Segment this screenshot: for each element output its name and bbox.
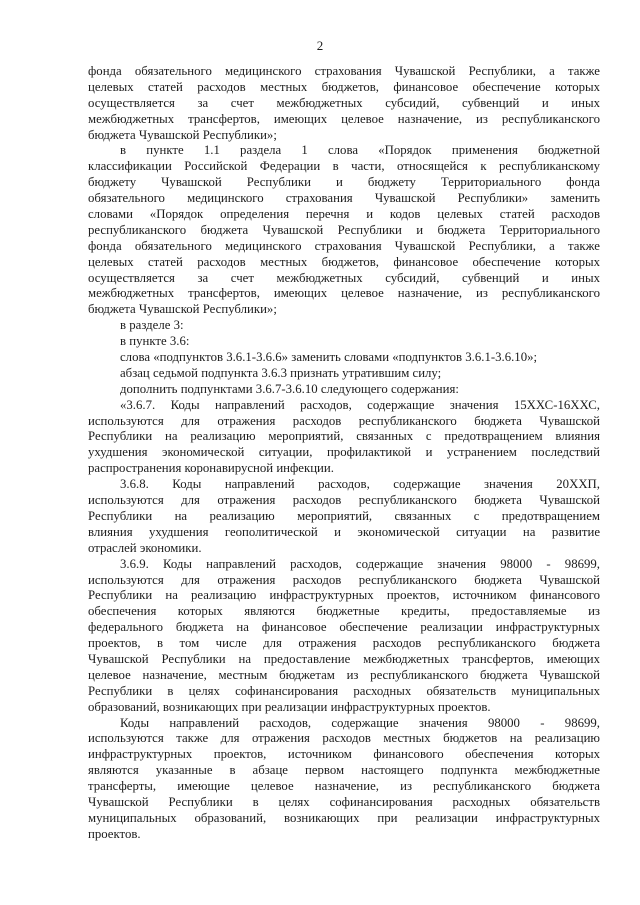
- text-line: являются указанные в абзаце первом настоящего подпункта межбюджетные: [88, 763, 600, 778]
- page-number: 2: [316, 38, 324, 53]
- text-line: классификации Российской Федерации в части, относящейся к республиканскому: [88, 159, 600, 174]
- text-line: Республики на реализацию мероприятий, связанных с предотвращением влияния: [88, 429, 600, 444]
- text-line: используются для отражения расходов республиканского бюджета Чувашской: [88, 413, 600, 428]
- text-line: бюджету Чувашской Республики и бюджету Территориального фонда: [88, 175, 600, 190]
- text-line: целевых статей расходов местных бюджетов, финансовое обеспечение которых: [88, 254, 600, 269]
- text-line: целевых статей расходов местных бюджетов, финансовое обеспечение которых: [88, 79, 600, 94]
- text-line: используются для отражения расходов республиканского бюджета Чувашской: [88, 493, 600, 508]
- text-line: в пункте 1.1 раздела 1 слова «Порядок применения бюджетной: [120, 143, 600, 158]
- text-line: Коды направлений расходов, содержащие значения 98000 - 98699,: [120, 715, 600, 730]
- text-line: «3.6.7. Коды направлений расходов, содержащие значения 15ХХС-16ХХС,: [120, 397, 600, 412]
- text-line: межбюджетных трансфертов, имеющих целевое назначение, из республиканского: [88, 111, 600, 126]
- text-line: проектов.: [88, 826, 141, 841]
- text-line: абзац седьмой подпункта 3.6.3 признать утратившим силу;: [120, 365, 442, 380]
- text-line: используются для отражения расходов республиканского бюджета Чувашской: [88, 572, 600, 587]
- text-line: проектов, в том числе для отражения расходов республиканского бюджета: [88, 636, 600, 651]
- text-line: трансферты, имеющие целевое назначение, из республиканского бюджета: [88, 779, 600, 794]
- text-line: фонда обязательного медицинского страхования Чувашской Республики, а также: [88, 238, 600, 253]
- text-line: образований, возникающих при реализации инфраструктурных проектов.: [88, 699, 491, 714]
- text-line: в разделе 3:: [120, 318, 184, 333]
- text-line: отраслей экономики.: [88, 540, 202, 555]
- text-line: инфраструктурных проектов, источником финансового обеспечения которых: [88, 747, 600, 762]
- text-line: муниципальных образований, возникающих при реализации инфраструктурных: [88, 810, 600, 825]
- text-line: используются также для отражения расходов местных бюджетов на реализацию: [88, 731, 600, 746]
- text-line: Чувашской Республики на предоставление межбюджетных трансфертов, имеющих: [88, 651, 600, 666]
- text-line: влияния ухудшения геополитической и экономической ситуации на развитие: [88, 524, 600, 539]
- text-line: осуществляется за счет межбюджетных субсидий, субвенций и иных: [88, 270, 600, 285]
- text-line: дополнить подпунктами 3.6.7-3.6.10 следующего содержания:: [120, 381, 459, 396]
- text-line: ухудшения экономической ситуации, профилактикой и устранением последствий: [88, 445, 600, 460]
- text-line: в пункте 3.6:: [120, 334, 190, 349]
- document-body: [88, 64, 600, 843]
- text-line: федерального бюджета на финансовое обеспечение реализации инфраструктурных: [88, 620, 600, 635]
- text-line: Республики на реализацию инфраструктурных проектов, источником финансового: [88, 588, 600, 603]
- text-line: Республики в целях софинансирования расходных обязательств муниципальных: [88, 683, 600, 698]
- text-line: слова «подпунктов 3.6.1-3.6.6» заменить словами «подпунктов 3.6.1-3.6.10»;: [120, 350, 538, 365]
- text-line: республиканского бюджета Чувашской Республики и бюджета Территориального: [88, 222, 600, 237]
- text-line: бюджета Чувашской Республики»;: [88, 127, 277, 142]
- text-line: межбюджетных трансфертов, имеющих целевое назначение, из республиканского: [88, 286, 600, 301]
- text-line: Чувашской Республики в целях софинансирования расходных обязательств: [88, 794, 600, 809]
- text-line: распространения коронавирусной инфекции.: [88, 461, 334, 476]
- text-line: осуществляется за счет межбюджетных субсидий, субвенций и иных: [88, 95, 600, 110]
- text-line: бюджета Чувашской Республики»;: [88, 302, 277, 317]
- text-line: целевое назначение, местным бюджетам из республиканского бюджета Чувашской: [88, 667, 600, 682]
- text-line: фонда обязательного медицинского страхования Чувашской Республики, а также: [88, 64, 600, 78]
- text-line: обеспечения которых являются бюджетные кредиты, предоставляемые из: [88, 604, 600, 619]
- text-line: 3.6.8. Коды направлений расходов, содержащие значения 20ХХП,: [120, 477, 600, 492]
- text-line: Республики на реализацию мероприятий, связанных с предотвращением: [88, 508, 600, 523]
- text-line: 3.6.9. Коды направлений расходов, содержащие значения 98000 - 98699,: [120, 556, 600, 571]
- text-line: обязательного медицинского страхования Чувашской Республики» заменить: [88, 191, 600, 206]
- text-line: словами «Порядок определения перечня и кодов целевых статей расходов: [88, 207, 600, 222]
